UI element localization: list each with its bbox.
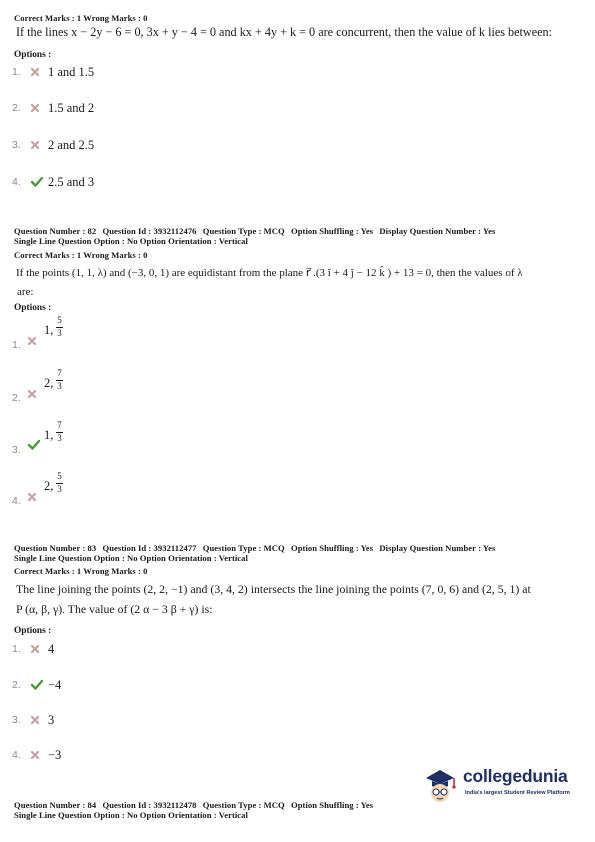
fraction-denominator: 3 xyxy=(57,484,62,494)
q84-header-line-2: Single Line Question Option : No Option Orientation : Vertical xyxy=(14,810,248,820)
option-fraction xyxy=(56,471,63,495)
option-number: 2. xyxy=(12,679,21,691)
q83-question-text-line-1: The line joining the points (2, 2, −1) and (3, 4, 2) intersects the line joining the points (7, 0, 6) and (2, 5, 1) at xyxy=(16,582,531,596)
option-fraction xyxy=(56,420,63,444)
question-number: Question Number : 84 xyxy=(14,800,97,810)
option-text: −3 xyxy=(48,747,62,762)
brand-tagline: India's largest Student Review Platform xyxy=(465,790,570,796)
q82-marks: Correct Marks : 1 Wrong Marks : 0 xyxy=(14,250,148,260)
option-number: 4. xyxy=(12,495,21,507)
q81-options-label: Options : xyxy=(14,50,52,60)
option-text: 4 xyxy=(48,641,55,656)
question-id: Question Id : 3932112477 xyxy=(102,543,197,553)
q83-option-2[interactable] xyxy=(12,677,61,693)
q84-header-line-1 xyxy=(14,800,373,810)
q81-option-2[interactable] xyxy=(12,100,94,116)
option-number: 3. xyxy=(12,714,21,726)
option-text: 1.5 and 2 xyxy=(48,100,95,115)
check-icon xyxy=(31,680,44,690)
fraction-numerator: 7 xyxy=(57,420,62,430)
q82-option-3[interactable] xyxy=(12,410,92,456)
q82-question-text-line-2: are: xyxy=(17,286,34,298)
option-number: 1. xyxy=(12,643,21,655)
fraction-denominator: 3 xyxy=(57,328,62,338)
q81-option-3[interactable] xyxy=(12,137,94,153)
question-id: Question Id : 3932112478 xyxy=(102,800,197,810)
question-number: Question Number : 83 xyxy=(14,543,97,553)
cross-icon xyxy=(28,488,36,506)
option-fraction xyxy=(56,368,63,392)
cross-icon xyxy=(31,645,44,653)
option-number: 3. xyxy=(12,139,21,151)
q82-question-text-line-1: If the points (1, 1, λ) and (−3, 0, 1) are equidistant from the plane r⃗ .(3 î + 4 ĵ − 12 k̂ ) + 13 = 0, then the values of λ xyxy=(16,267,523,279)
q81-question-text: If the lines x − 2y − 6 = 0, 3x + y − 4 = 0 and kx + 4y + k = 0 are concurrent, then the value of k lies between: xyxy=(16,25,553,39)
option-text: 2 and 2.5 xyxy=(48,137,95,152)
q83-marks: Correct Marks : 1 Wrong Marks : 0 xyxy=(14,566,148,576)
option-fraction xyxy=(56,315,63,339)
q81-option-4[interactable] xyxy=(12,174,94,190)
option-whole-number: 2, xyxy=(44,376,54,390)
q83-header-line-1 xyxy=(14,543,495,553)
option-whole-number: 1, xyxy=(44,323,54,337)
cross-icon xyxy=(28,385,36,403)
fraction-numerator: 7 xyxy=(57,368,62,378)
brand-name: collegedunia xyxy=(463,766,568,786)
fraction-denominator: 3 xyxy=(57,381,62,391)
cross-icon xyxy=(31,141,44,149)
fraction-numerator: 5 xyxy=(57,315,62,325)
q83-option-3[interactable] xyxy=(12,712,54,728)
q82-option-2[interactable] xyxy=(12,358,92,404)
q81-option-1[interactable] xyxy=(12,64,94,80)
option-text: 2.5 and 3 xyxy=(48,174,95,189)
q83-option-1[interactable] xyxy=(12,641,54,657)
question-number: Question Number : 82 xyxy=(14,226,97,236)
option-whole-number: 2, xyxy=(44,479,54,493)
option-number: 1. xyxy=(12,339,21,351)
option-number: 4. xyxy=(12,176,21,188)
fraction-denominator: 3 xyxy=(57,433,62,443)
q82-header-line-2: Single Line Question Option : No Option Orientation : Vertical xyxy=(14,236,248,246)
fraction-numerator: 5 xyxy=(57,471,62,481)
question-type: Question Type : MCQ xyxy=(202,800,285,810)
option-shuffling: Option Shuffling : Yes xyxy=(290,543,374,553)
cross-icon xyxy=(31,68,44,76)
cross-icon xyxy=(31,751,44,759)
option-text: 1 and 1.5 xyxy=(48,64,95,79)
question-type: Question Type : MCQ xyxy=(202,226,285,236)
cross-icon xyxy=(28,332,36,350)
option-text: 3 xyxy=(48,712,55,727)
option-number: 2. xyxy=(12,102,21,114)
q82-options-label: Options : xyxy=(14,303,52,313)
option-text: −4 xyxy=(48,677,62,692)
display-question-number: Display Question Number : Yes xyxy=(379,226,496,236)
option-number: 1. xyxy=(12,66,21,78)
q83-options-label: Options : xyxy=(14,626,52,636)
option-number: 3. xyxy=(12,444,21,456)
q83-question-text-line-2: P (α, β, γ). The value of (2 α − 3 β + γ) is: xyxy=(16,602,213,616)
q82-option-4[interactable] xyxy=(12,461,92,507)
option-number: 4. xyxy=(12,749,21,761)
option-shuffling: Option Shuffling : Yes xyxy=(290,226,374,236)
q83-option-4[interactable] xyxy=(12,747,61,763)
cross-icon xyxy=(31,104,44,112)
cross-icon xyxy=(31,716,44,724)
collegedunia-logo[interactable] xyxy=(418,764,590,804)
student-mascot-icon xyxy=(418,764,462,804)
q83-header-line-2: Single Line Question Option : No Option Orientation : Vertical xyxy=(14,553,248,563)
question-type: Question Type : MCQ xyxy=(202,543,285,553)
check-icon xyxy=(28,437,40,455)
option-whole-number: 1, xyxy=(44,428,54,442)
q82-option-1[interactable] xyxy=(12,305,92,351)
check-icon xyxy=(31,177,44,187)
option-shuffling: Option Shuffling : Yes xyxy=(290,800,374,810)
q81-marks: Correct Marks : 1 Wrong Marks : 0 xyxy=(14,13,148,23)
option-number: 2. xyxy=(12,392,21,404)
q82-header-line-1 xyxy=(14,226,495,236)
question-id: Question Id : 3932112476 xyxy=(102,226,197,236)
display-question-number: Display Question Number : Yes xyxy=(379,543,496,553)
